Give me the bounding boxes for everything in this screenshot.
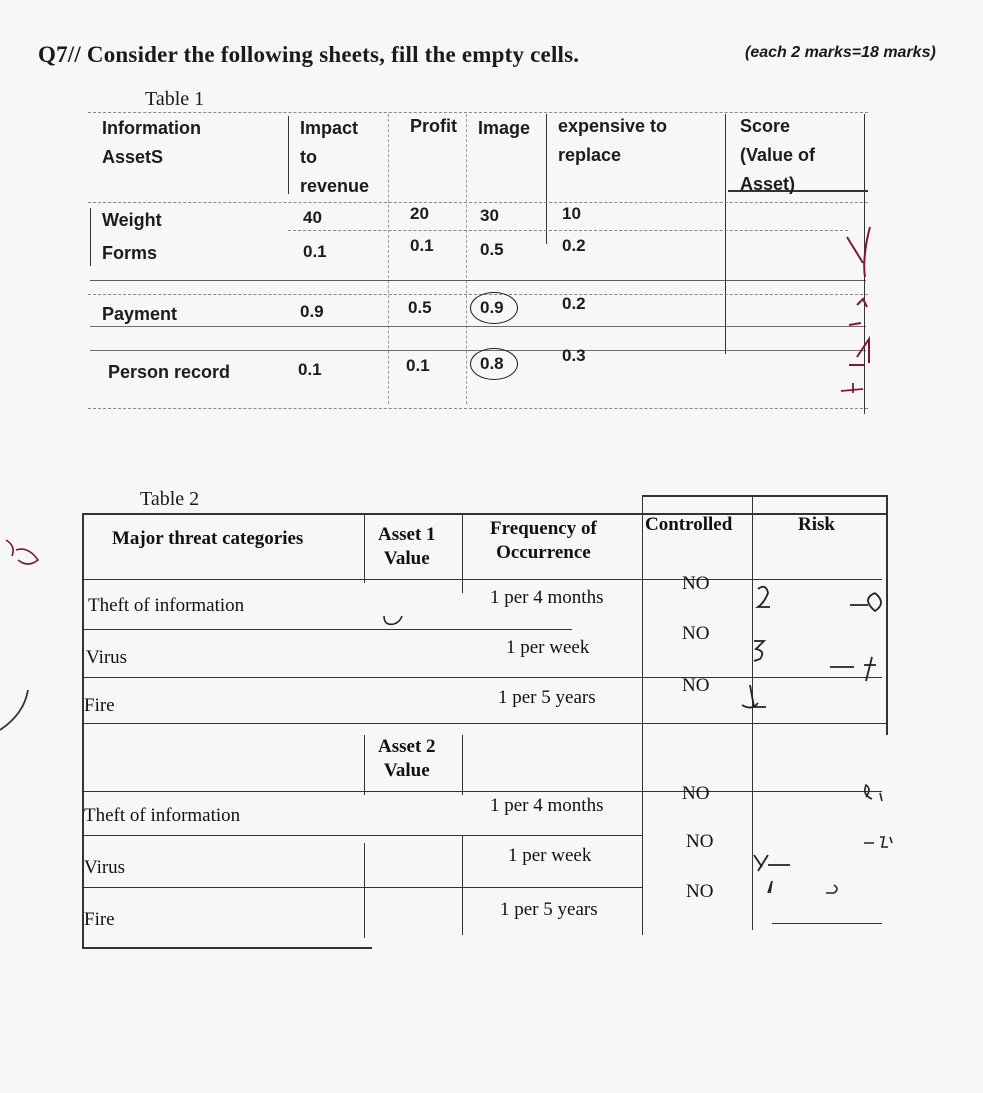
profit-value: 20 [410, 204, 429, 223]
frequency-value: 1 per week [508, 845, 592, 866]
header-image: Image [478, 118, 531, 138]
profit-value: 0.5 [408, 298, 432, 317]
impact-value: 0.9 [300, 302, 324, 321]
threat-name: Fire [84, 909, 115, 930]
impact-value: 40 [303, 208, 322, 227]
marks-note: (each 2 marks=18 marks) [745, 44, 936, 61]
header-asset2-value: Asset 2 Value [378, 736, 436, 781]
expensive-value: 0.2 [562, 294, 586, 313]
image-value: 0.5 [480, 240, 504, 259]
header-major-threat-categories: Major threat categories [112, 528, 304, 549]
threat-name: Virus [86, 647, 128, 668]
header-risk: Risk [798, 514, 835, 535]
image-value: 30 [480, 206, 499, 225]
threat-name: Theft of information [84, 805, 241, 826]
expensive-value: 0.2 [562, 236, 586, 255]
table2-caption: Table 2 [140, 488, 200, 510]
frequency-value: 1 per week [506, 637, 590, 658]
margin-scribble [0, 530, 50, 750]
controlled-value: NO [682, 623, 710, 644]
header-expensive-to-replace: expensive to replace [558, 116, 668, 165]
handwritten-marks [740, 575, 915, 915]
header-profit: Profit [410, 116, 457, 136]
header-asset1-value: Asset 1 Value [378, 524, 436, 569]
header-information-assets: Information AssetS [102, 118, 201, 167]
frequency-value: 1 per 4 months [490, 587, 604, 608]
controlled-value: NO [686, 831, 714, 852]
impact-value: 0.1 [298, 360, 322, 379]
threat-name: Virus [84, 857, 126, 878]
expensive-value: 10 [562, 204, 581, 223]
header-impact-to-revenue: Impact to revenue [300, 118, 370, 196]
frequency-value: 1 per 5 years [500, 899, 598, 920]
asset-name: Person record [108, 362, 231, 382]
frequency-value: 1 per 5 years [498, 687, 596, 708]
profit-value: 0.1 [406, 356, 430, 375]
header-frequency-of-occurrence: Frequency of Occurrence [490, 518, 597, 563]
controlled-value: NO [682, 675, 710, 696]
pen-mark [378, 612, 408, 632]
controlled-value: NO [682, 573, 710, 594]
grader-check-marks [835, 215, 895, 400]
threat-name: Theft of information [88, 595, 245, 616]
threat-name: Fire [84, 695, 115, 716]
controlled-value: NO [686, 881, 714, 902]
impact-value: 0.1 [303, 242, 327, 261]
profit-value: 0.1 [410, 236, 434, 255]
asset-name: Forms [102, 243, 158, 263]
asset-name: Weight [102, 210, 162, 230]
table1-caption: Table 1 [145, 88, 205, 110]
expensive-value: 0.3 [562, 346, 586, 365]
header-controlled: Controlled [645, 514, 733, 535]
controlled-value: NO [682, 783, 710, 804]
header-score-value-of-asset: Score (Value of Asset) [740, 116, 816, 194]
asset-name: Payment [102, 304, 178, 324]
image-value: 0.8 [480, 354, 504, 373]
image-value: 0.9 [480, 298, 504, 317]
table-1 [88, 108, 868, 416]
question-title: Q7// Consider the following sheets, fill the empty cells. [38, 42, 580, 67]
frequency-value: 1 per 4 months [490, 795, 604, 816]
